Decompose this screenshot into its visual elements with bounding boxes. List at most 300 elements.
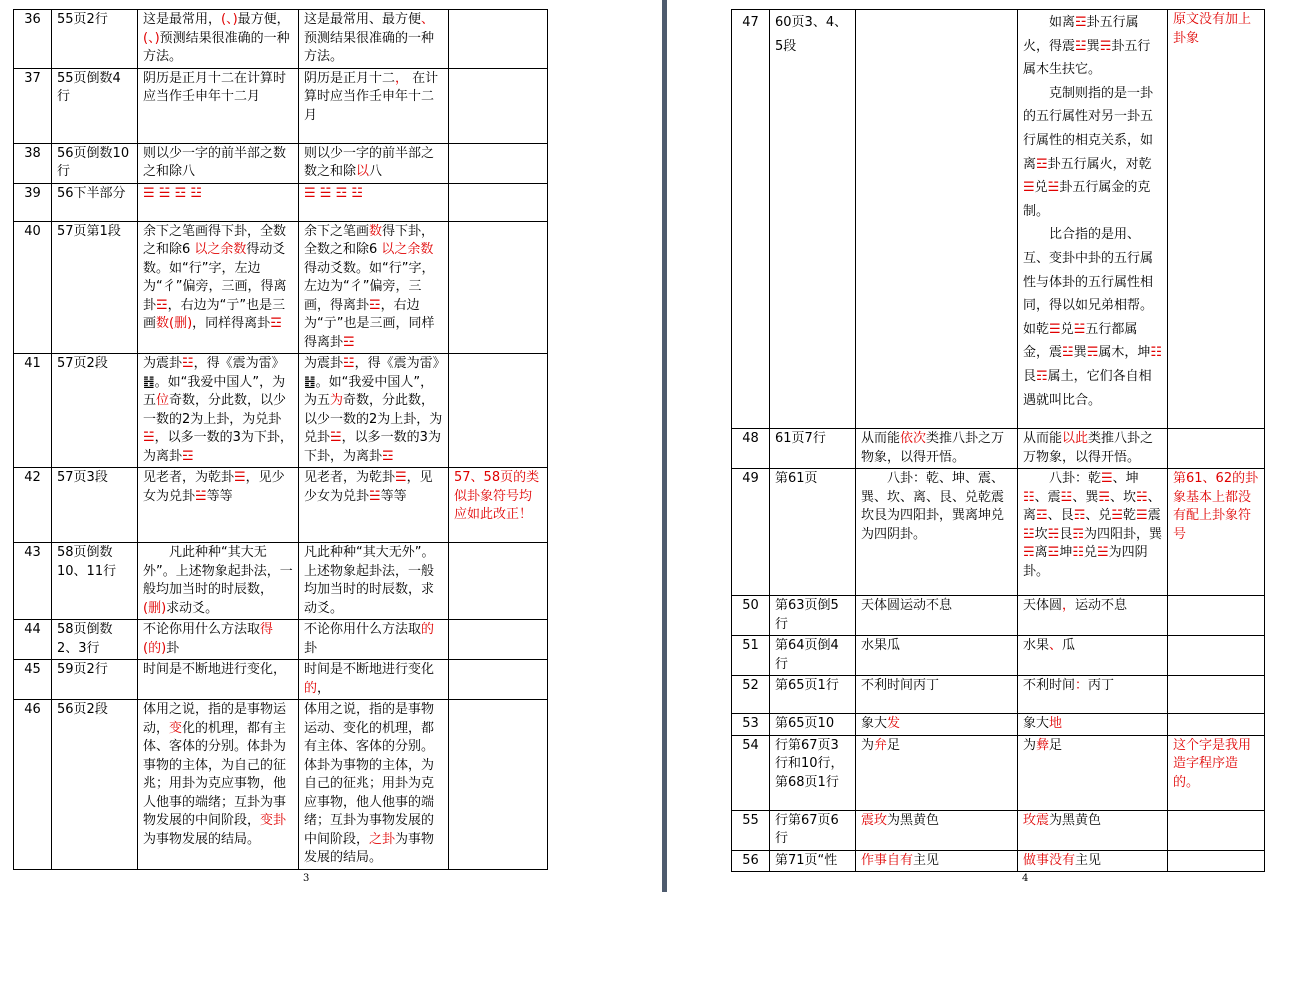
row-location: 59页2行	[52, 660, 138, 700]
text-segment: 丙丁	[1088, 678, 1115, 693]
text-segment: 、坤	[1112, 471, 1139, 486]
text-segment: 、震	[1034, 489, 1061, 505]
text-segment: ，以多一数的3为下卦，为离卦	[304, 430, 441, 464]
table-row	[14, 543, 548, 620]
row-location: 58页倒数10、11行	[52, 543, 138, 620]
row-number: 52	[732, 676, 770, 714]
text-segment: 彜	[1036, 737, 1050, 753]
paragraph	[1023, 11, 1162, 82]
row-original	[138, 468, 299, 543]
text-segment: 、	[421, 12, 435, 27]
row-original	[138, 660, 299, 700]
row-location: 61页7行	[770, 429, 856, 469]
row-number: 46	[14, 700, 52, 870]
text-segment: 奇数，分此数，以少一数的2为上卦，为兑卦	[143, 393, 287, 427]
table-row	[14, 68, 548, 143]
table-row	[14, 143, 548, 183]
text-segment: 数	[369, 223, 383, 239]
row-correction	[299, 10, 449, 69]
row-correction	[299, 183, 449, 221]
text-segment: 阴历是正月十二在计算时应当作壬申年十二月	[143, 70, 287, 104]
text-segment: 震	[1036, 812, 1050, 828]
row-number: 47	[732, 10, 770, 429]
row-note	[1168, 10, 1265, 429]
text-segment: 奇数，分此数，以少一数的2为上卦，为兑卦	[304, 393, 443, 445]
text-segment: 为震卦	[304, 356, 344, 371]
text-segment: 时间是不断地进行变化	[304, 662, 435, 677]
row-note	[449, 660, 548, 700]
table-row	[732, 596, 1265, 636]
table-row	[732, 714, 1265, 736]
text-segment: 八	[369, 164, 383, 179]
text-segment: (、)	[221, 12, 238, 27]
row-note	[1168, 735, 1265, 810]
text-segment: 发	[887, 716, 901, 731]
row-location: 56下半部分	[52, 183, 138, 221]
row-note	[449, 143, 548, 183]
text-segment: ☴	[1099, 38, 1112, 54]
text-segment: 以之余数	[381, 242, 434, 257]
row-correction	[299, 543, 449, 620]
text-segment: (、)	[143, 30, 160, 46]
text-segment: ☲	[270, 316, 282, 331]
errata-table-right	[731, 9, 1265, 872]
table-row	[732, 850, 1265, 872]
row-location: 第63页倒5行	[770, 596, 856, 636]
row-location: 第71页“性	[770, 850, 856, 872]
text-segment: ☰	[234, 470, 246, 485]
row-correction	[299, 468, 449, 543]
text-segment: 为	[330, 393, 344, 408]
text-segment: 足	[1049, 737, 1063, 753]
row-number: 56	[732, 850, 770, 872]
table-row	[14, 700, 548, 870]
text-segment: ☰	[395, 470, 407, 485]
text-segment: 卦五行属火，对乾	[1047, 156, 1152, 172]
table-row	[732, 429, 1265, 469]
text-segment: ☰ ☱ ☲ ☳	[143, 185, 203, 201]
text-segment: ，右边为“亍”也是三画	[143, 297, 286, 331]
row-original	[856, 636, 1018, 676]
text-segment: ☶	[1036, 368, 1048, 384]
text-segment: 这是最常用，	[143, 12, 222, 27]
row-location: 行第67页6行	[770, 810, 856, 850]
row-original	[138, 10, 299, 69]
text-segment: ☱	[143, 430, 155, 445]
text-segment: 变	[169, 720, 183, 736]
text-segment: 最方便，	[237, 12, 290, 27]
text-segment: ☴	[1023, 545, 1035, 560]
text-segment: 、艮	[1047, 508, 1074, 523]
text-segment: ，	[395, 70, 409, 86]
row-note	[449, 700, 548, 870]
text-segment: ☲	[156, 297, 168, 313]
row-location: 57页3段	[52, 468, 138, 543]
row-correction	[299, 700, 449, 870]
row-original	[138, 354, 299, 468]
text-segment: 以此	[1062, 431, 1089, 446]
row-note	[1168, 714, 1265, 736]
row-number: 41	[14, 354, 52, 468]
text-segment: 八卦：乾	[1023, 471, 1102, 486]
text-segment: ：	[1075, 678, 1089, 693]
row-location: 57页2段	[52, 354, 138, 468]
text-segment: 体用之说，指的是事物运动，	[143, 702, 287, 736]
row-number: 43	[14, 543, 52, 620]
row-original	[856, 735, 1018, 810]
text-segment: 得动爻数。如“行”字，左边为“彳”偏旁，三画，得离卦	[143, 242, 287, 313]
row-number: 39	[14, 183, 52, 221]
text-segment: 以	[356, 164, 370, 179]
text-segment: 位	[156, 393, 170, 408]
text-segment: 见老者，为乾卦	[143, 470, 235, 485]
text-segment: 卦五行属金的克制。	[1023, 180, 1151, 219]
page-divider	[662, 0, 667, 892]
text-segment: 震	[1147, 508, 1161, 523]
row-note	[449, 543, 548, 620]
text-segment: ☶	[1072, 526, 1084, 542]
row-note	[1168, 469, 1265, 596]
row-number: 36	[14, 10, 52, 69]
row-number: 55	[732, 810, 770, 850]
row-original	[138, 221, 299, 354]
text-segment: 不论你用什么方法取	[143, 622, 261, 637]
text-segment: 57、58页的类似卦象符号均应如此改正！	[454, 470, 540, 522]
text-segment: ☶	[1073, 508, 1086, 523]
text-segment: 、兑	[1085, 508, 1112, 523]
text-segment: 为四阴卦。	[1023, 545, 1148, 579]
text-segment: ，见少女为兑卦	[143, 470, 285, 504]
text-segment: 则以少一字的前半部之数之和除	[304, 145, 435, 179]
text-segment: ☵	[1047, 526, 1060, 542]
document-page-4	[731, 0, 1265, 872]
text-segment: 、离	[1023, 489, 1161, 523]
text-segment: ☳	[1062, 345, 1074, 361]
document-page-3	[13, 0, 548, 870]
paragraph	[1023, 223, 1162, 412]
text-segment: 比合指的是用、互、变卦中卦的五行属性与体卦的五行属性相同，得以如兄弟相帮。如乾	[1023, 227, 1154, 337]
text-segment: 阴历是正月十二	[304, 70, 396, 86]
row-note	[449, 10, 548, 69]
row-location: 55页倒数4行	[52, 68, 138, 143]
text-segment: 地	[1049, 716, 1063, 731]
row-note	[449, 68, 548, 143]
text-segment: ☵	[1136, 489, 1148, 505]
row-number: 51	[732, 636, 770, 676]
text-segment: 主见	[913, 852, 940, 868]
row-number: 44	[14, 620, 52, 660]
row-location: 60页3、4、5段	[770, 10, 856, 429]
text-segment: ☲	[182, 448, 194, 464]
row-original	[856, 850, 1018, 872]
text-segment: 等等	[206, 488, 233, 504]
row-number: 49	[732, 469, 770, 596]
text-segment: ，	[317, 680, 331, 696]
text-segment: 为黑黄色	[887, 812, 940, 828]
text-segment: 这是最常用、最方便	[304, 12, 422, 27]
text-segment: 象大	[1023, 716, 1050, 731]
row-note	[1168, 676, 1265, 714]
text-segment: 、	[1049, 638, 1063, 653]
text-segment: 运动不息	[1075, 598, 1128, 613]
row-location: 第65页10	[770, 714, 856, 736]
text-segment: 巽	[1086, 38, 1100, 54]
text-segment: 从而能	[861, 431, 901, 446]
row-note	[449, 183, 548, 221]
text-segment: 、巽	[1072, 489, 1099, 505]
row-note	[449, 468, 548, 543]
text-segment: 等等	[380, 488, 407, 504]
text-segment: 在计算时应当作壬申年十二月	[304, 70, 439, 123]
table-row	[14, 183, 548, 221]
text-segment: 水果瓜	[861, 638, 901, 653]
text-segment: ☳	[1075, 38, 1087, 54]
text-segment: 巽	[1073, 345, 1087, 361]
text-segment: 不利时间	[1023, 678, 1076, 693]
text-segment: 时间是不断地进行变化，	[143, 662, 287, 677]
table-row	[14, 620, 548, 660]
text-segment: ☲	[1036, 508, 1048, 523]
text-segment: ☳	[1023, 526, 1035, 542]
text-segment: 余下之笔画	[304, 223, 370, 239]
row-original	[138, 543, 299, 620]
text-segment: 足	[887, 737, 901, 753]
text-segment: 体用之说，指的是事物运动、变化的机理，都有主体、客体的分别。体卦为事物的主体，为自己的征兆；用卦为克应事物，他人他事的端绪；互卦为事物发展的中间阶段，	[304, 702, 435, 847]
page-number: 4	[1022, 873, 1029, 884]
text-segment: 原文没有加上卦象	[1173, 12, 1252, 46]
row-original	[856, 714, 1018, 736]
text-segment: 得(的)	[143, 622, 274, 656]
table-row	[732, 810, 1265, 850]
text-segment: 为震卦	[143, 356, 183, 371]
text-segment: ，得《震为雷》䷲。如“我爱中国人”，为五	[143, 356, 286, 408]
text-segment: ☷	[1150, 345, 1163, 361]
row-location: 58页倒数2、3行	[52, 620, 138, 660]
text-segment: ，同样得离卦	[192, 316, 271, 331]
text-segment: 卦	[304, 640, 318, 656]
text-segment: ☱	[1047, 180, 1060, 196]
text-segment: ☰	[1101, 471, 1113, 486]
text-segment: ，见少女为兑卦	[304, 470, 433, 504]
text-segment: 艮	[1059, 526, 1073, 542]
text-segment: 瓜	[1062, 638, 1076, 653]
text-segment: 数(删)	[156, 316, 193, 331]
text-segment: ☲	[1075, 15, 1087, 30]
text-segment: 预测结果很准确的一种方法。	[304, 30, 435, 64]
text-segment: 为四阳卦，巽	[1084, 526, 1163, 542]
row-correction	[1018, 596, 1168, 636]
row-note	[1168, 636, 1265, 676]
text-segment: 依次	[900, 431, 927, 446]
text-segment: 克制则指的是一卦的五行属性对另一卦五行属性的相克关系，如离	[1023, 85, 1154, 172]
page-number: 3	[303, 873, 310, 884]
row-number: 37	[14, 68, 52, 143]
text-segment: ☳	[343, 356, 355, 371]
row-note	[1168, 810, 1265, 850]
text-segment: ☲	[1036, 156, 1048, 172]
text-segment: 天体圆	[1023, 598, 1063, 613]
row-correction	[1018, 636, 1168, 676]
text-segment: 水果	[1023, 638, 1050, 653]
text-segment: ☱	[195, 488, 207, 504]
text-segment: 这个字是我用造字程序造的。	[1173, 737, 1252, 790]
text-segment: ，右边为“亍”也是三画，同样得离卦	[304, 297, 435, 350]
row-original	[138, 183, 299, 221]
text-segment: 玫	[874, 812, 888, 828]
table-row	[732, 676, 1265, 714]
row-original	[856, 469, 1018, 596]
text-segment: 为	[1023, 737, 1037, 753]
table-row	[732, 735, 1265, 810]
row-note	[449, 221, 548, 354]
text-segment: 玫	[1023, 812, 1037, 828]
row-location: 第61页	[770, 469, 856, 596]
text-segment: 卦	[166, 640, 180, 656]
row-correction	[1018, 810, 1168, 850]
row-number: 48	[732, 429, 770, 469]
text-segment: ☴	[1098, 489, 1110, 505]
row-correction	[1018, 429, 1168, 469]
row-note	[1168, 429, 1265, 469]
text-segment: ，得《震为雷》䷲。如“我爱中国人”，为五	[304, 356, 440, 408]
text-segment: 不利时间丙丁	[861, 678, 940, 693]
text-segment: 离	[1034, 545, 1048, 560]
text-segment: 坎	[1034, 526, 1048, 542]
text-segment: 震	[861, 812, 875, 828]
table-row	[732, 469, 1265, 596]
table-row	[14, 660, 548, 700]
table-row	[732, 10, 1265, 429]
text-segment: ☰	[1049, 321, 1061, 337]
text-segment: 天体圆运动不息	[861, 598, 953, 613]
text-segment: ☲	[382, 448, 394, 464]
errata-table-left	[13, 9, 548, 870]
text-segment: 类推八卦之万物象，以得开悟。	[861, 431, 1005, 465]
text-segment: 凡此种种“其大无外”。上述物象起卦法，一般均加当时的时辰数，	[143, 545, 293, 597]
table-row	[14, 10, 548, 69]
text-segment: 如离	[1049, 15, 1076, 30]
row-correction	[299, 143, 449, 183]
text-segment: 艮	[1023, 368, 1037, 384]
text-segment: 变卦	[260, 813, 287, 828]
row-number: 38	[14, 143, 52, 183]
row-correction	[299, 660, 449, 700]
row-original	[856, 810, 1018, 850]
text-segment: ☴	[1086, 345, 1099, 361]
text-segment: 弁	[874, 737, 888, 753]
row-location: 55页2行	[52, 10, 138, 69]
row-correction	[299, 354, 449, 468]
text-segment: ☲	[343, 334, 355, 350]
text-segment: ☰	[1023, 180, 1035, 196]
text-segment: ☱	[1097, 545, 1109, 560]
text-segment: 预测结果很准确的一种方法。	[143, 30, 290, 64]
row-number: 45	[14, 660, 52, 700]
row-location: 行第67页3行和10行，第68页1行	[770, 735, 856, 810]
row-number: 53	[732, 714, 770, 736]
text-segment: 卦五行属火，得震	[1023, 15, 1139, 54]
text-segment: 化的机理，都有主体、客体的分别。体卦为事物的主体，为自己的征兆；用卦为克应事物，他人他事的端绪；互卦为事物发展的中间阶段，	[143, 720, 287, 828]
text-segment: 的	[304, 680, 318, 696]
row-correction	[299, 68, 449, 143]
table-row	[14, 221, 548, 354]
row-location: 56页倒数10行	[52, 143, 138, 183]
row-correction	[1018, 735, 1168, 810]
text-segment: 象大	[861, 716, 888, 731]
text-segment: ☷	[1023, 489, 1035, 505]
row-number: 54	[732, 735, 770, 810]
text-segment: 类推八卦之万物象，以得开悟。	[1023, 431, 1154, 465]
row-original	[138, 620, 299, 660]
text-segment: ☰ ☱ ☲ ☳	[304, 185, 364, 201]
text-segment: 卦五行属木生扶它。	[1023, 38, 1151, 78]
table-row	[14, 468, 548, 543]
text-segment: 为事物发展的结局。	[304, 831, 435, 865]
text-segment: ☱	[1111, 508, 1124, 523]
text-segment: 五行都属金，震	[1023, 321, 1138, 361]
text-segment: 兑	[1060, 321, 1074, 337]
row-note	[1168, 596, 1265, 636]
table-row	[732, 636, 1265, 676]
row-correction	[1018, 714, 1168, 736]
text-segment: 求动爻。	[166, 600, 219, 616]
text-segment: 坤	[1059, 545, 1073, 560]
text-segment: 得动爻数。如“行”字，左边为“彳”偏旁，三画，得离卦	[304, 260, 435, 313]
text-segment: ☲	[369, 297, 381, 313]
row-original	[856, 596, 1018, 636]
text-segment: 作事自有	[861, 852, 914, 868]
text-segment: ☱	[369, 488, 381, 504]
text-segment: 第61、62的卦象基本上都没有配上卦象符号	[1173, 471, 1259, 542]
row-location: 第65页1行	[770, 676, 856, 714]
text-segment: 为	[861, 737, 875, 753]
text-segment: ☳	[182, 356, 194, 371]
text-segment: 之卦	[369, 831, 396, 847]
row-number: 42	[14, 468, 52, 543]
text-segment: 主见	[1075, 852, 1102, 868]
row-location: 56页2段	[52, 700, 138, 870]
text-segment: 凡此种种“其大无外”。上述物象起卦法，一般均加当时的时辰数，求动爻。	[304, 545, 435, 616]
row-note	[449, 354, 548, 468]
text-segment: 以之余数	[194, 242, 247, 257]
text-segment: 得下卦，全数之和除6	[304, 223, 435, 257]
text-segment: ☱	[1073, 321, 1086, 337]
text-segment: ☳	[1060, 489, 1073, 505]
text-segment: 兑	[1034, 180, 1048, 196]
text-segment: 见老者，为乾卦	[304, 470, 396, 485]
text-segment: 八卦：乾、坤、震、巽、坎、离、艮、兑乾震坎艮为四阳卦，巽离坤兑为四阴卦。	[861, 471, 1005, 542]
row-original	[856, 429, 1018, 469]
row-correction	[1018, 676, 1168, 714]
row-original	[138, 143, 299, 183]
text-segment: 属木，坤	[1098, 345, 1151, 361]
text-segment: 不论你用什么方法取	[304, 622, 422, 637]
text-segment: 余下之笔画得下卦，全数之和除6	[143, 223, 287, 257]
text-segment: ☱	[330, 430, 342, 445]
row-number: 40	[14, 221, 52, 354]
text-segment: 为黑黄色	[1049, 812, 1102, 828]
row-correction	[1018, 10, 1168, 429]
row-original	[138, 700, 299, 870]
row-correction	[299, 620, 449, 660]
row-location: 第64页倒4行	[770, 636, 856, 676]
row-original	[856, 10, 1018, 429]
text-segment: 兑	[1084, 545, 1098, 560]
text-segment: ☲	[1047, 545, 1060, 560]
row-original	[138, 68, 299, 143]
text-segment: 做事没有	[1023, 852, 1076, 868]
row-correction	[1018, 469, 1168, 596]
